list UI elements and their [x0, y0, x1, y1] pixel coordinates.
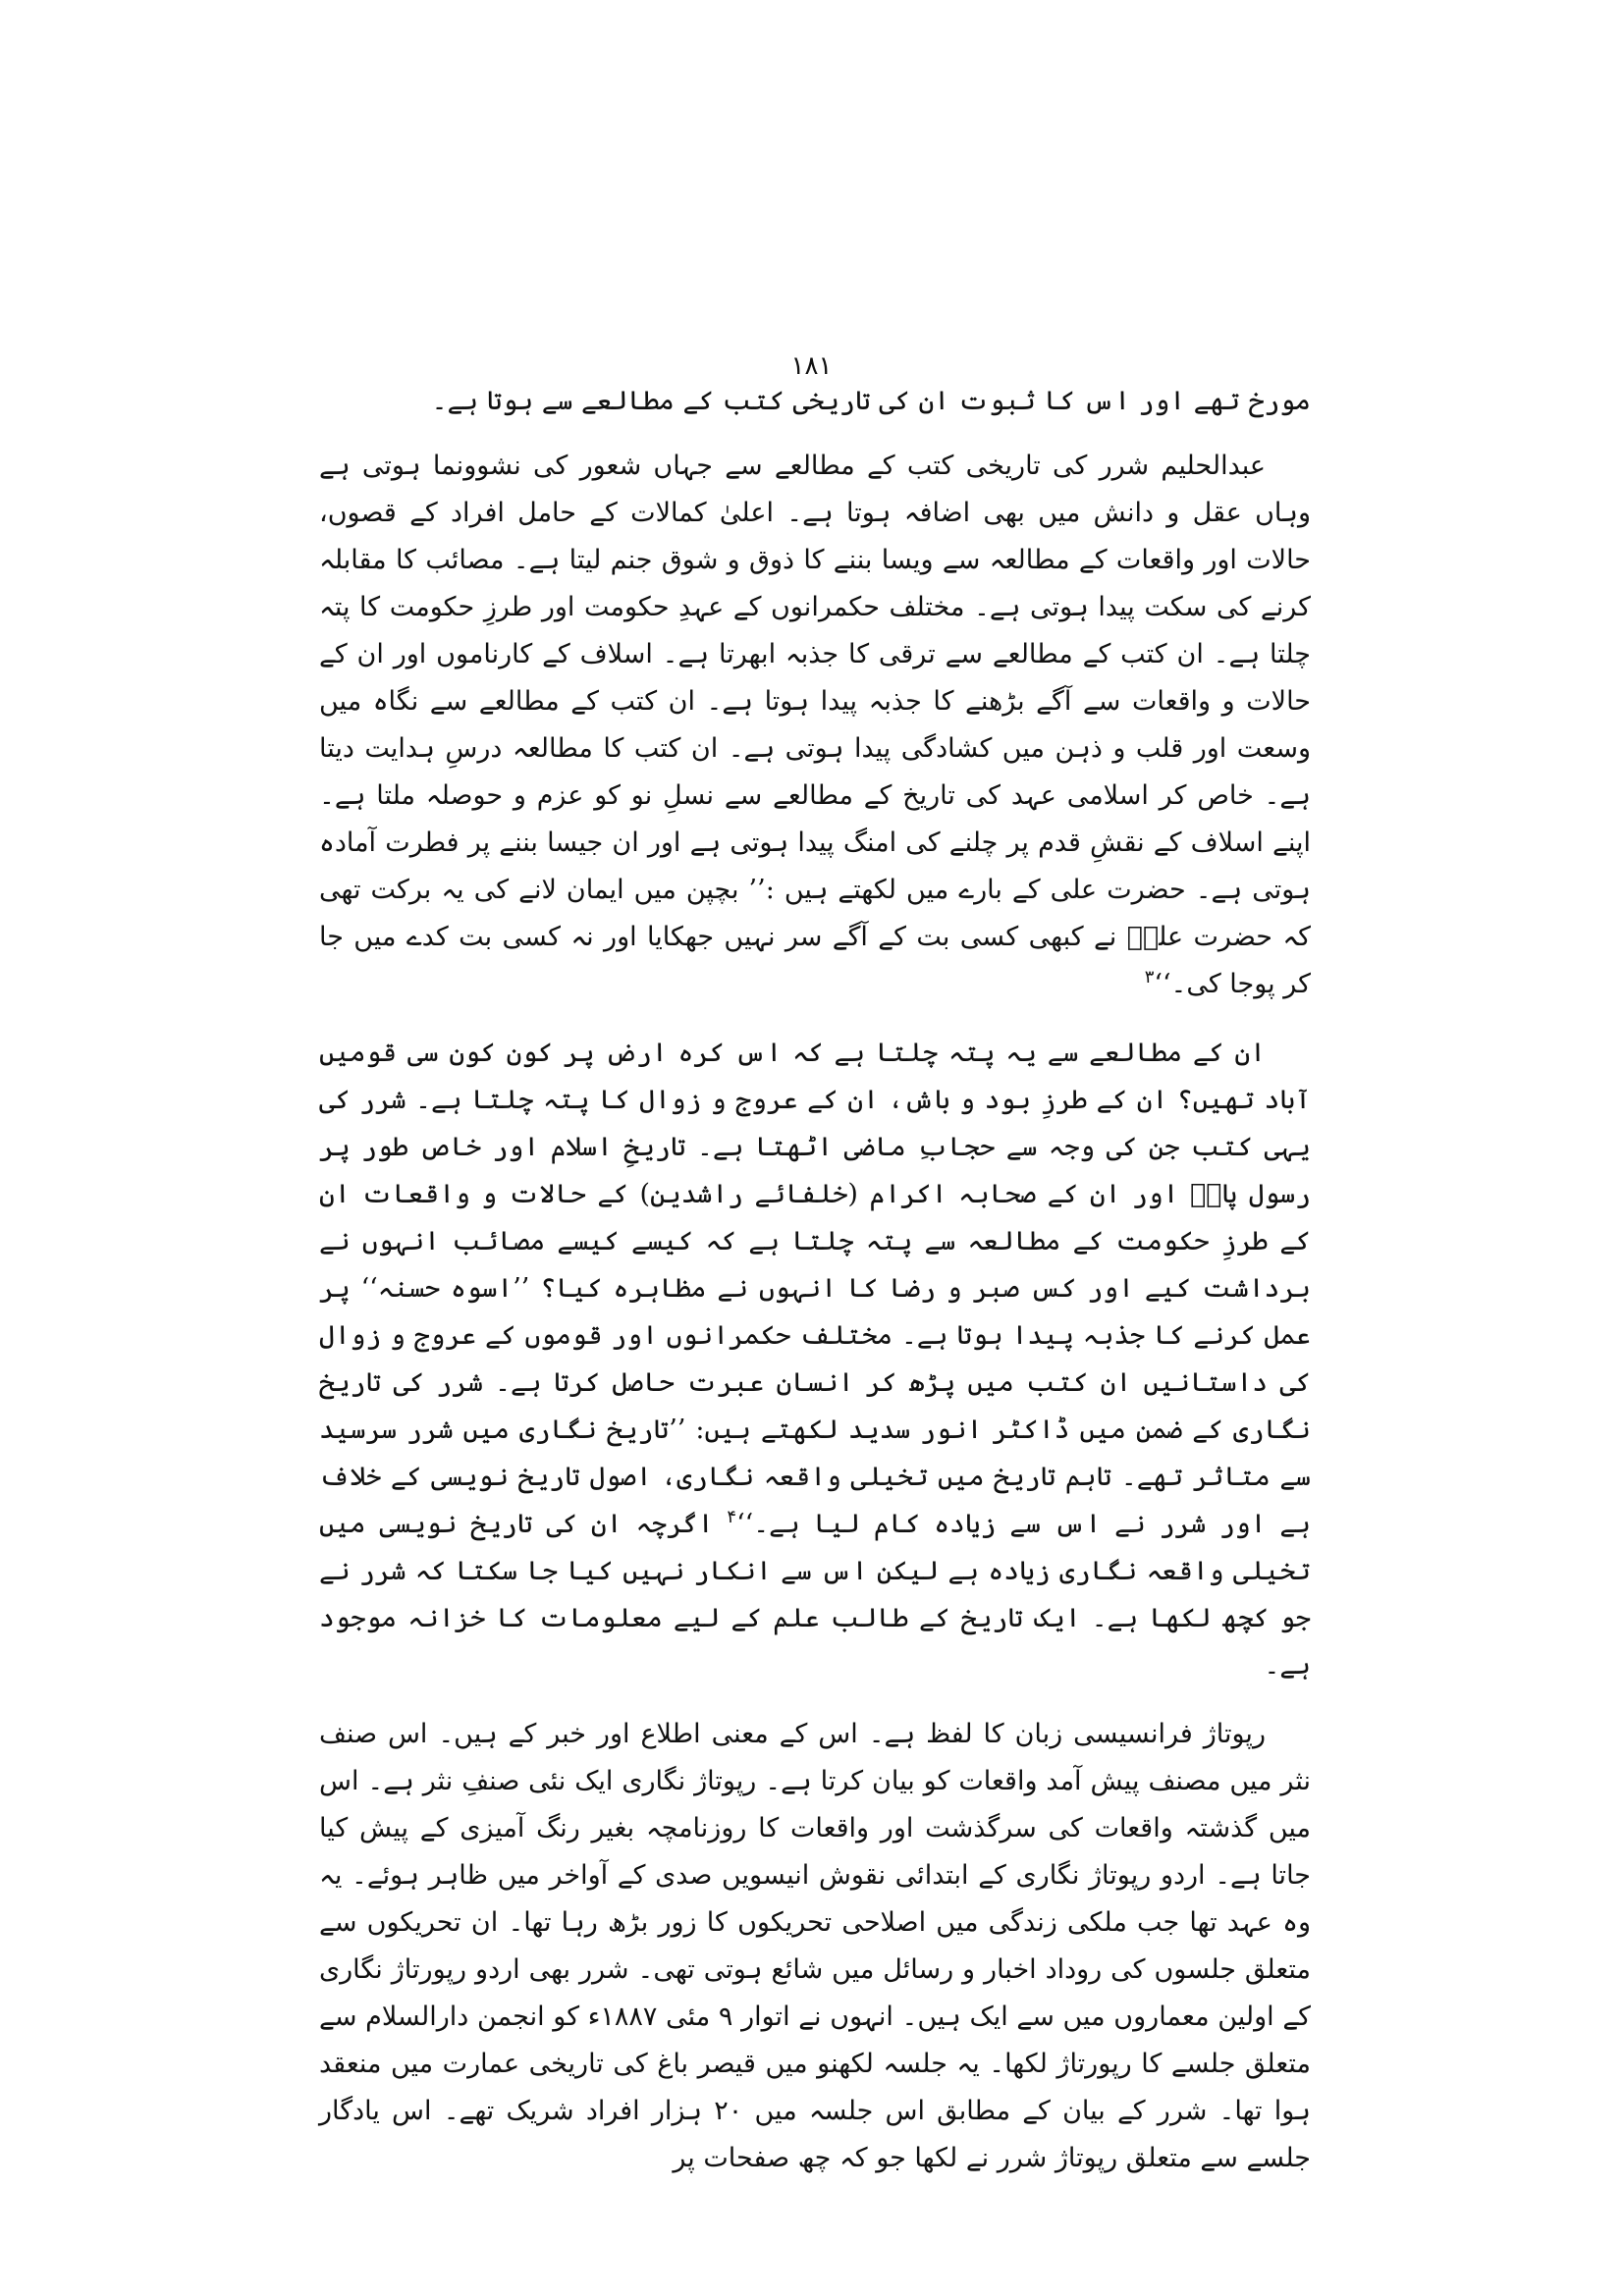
paragraph-study-benefits: [319, 1030, 1311, 1689]
paragraph-text: رپوتاژ فرانسیسی زبان کا لفظ ہے۔ اس کے معنی اطلاع اور خبر کے ہیں۔ اس صنف نثر میں مصنف پیش آمد واقعات کو بیان کرتا ہے۔ رپوتاژ نگاری ایک نئی صنفِ نثر ہے۔ اس میں گذشتہ واقعات کی سرگذشت اور واقعات کا روزنامچہ بغیر رنگ آمیزی کے پیش کیا جاتا ہے۔ اردو رپوتاژ نگاری کے ابتدائی نقوش انیسویں صدی کے آواخر میں ظاہر ہوئے۔ یہ وہ عہد تھا جب ملکی زندگی میں اصلاحی تحریکوں کا زور بڑھ رہا تھا۔ ان تحریکوں سے متعلق جلسوں کی روداد اخبار و رسائل میں شائع ہوتی تھی۔ شرر بھی اردو رپورتاژ نگاری کے اولین معماروں میں سے ایک ہیں۔ انہوں نے اتوار ۹ مئی ۱۸۸۷ء کو انجمن دارالسلام سے متعلق جلسے کا رپورتاژ لکھا۔ یہ جلسہ لکھنو میں قیصر باغ کی تاریخی عمارت میں منعقد ہوا تھا۔ شرر کے بیان کے مطابق اس جلسہ میں ۲۰ ہزار افراد شریک تھے۔ اس یادگار جلسے سے متعلق رپوتاژ شرر نے لکھا جو کہ چھ صفحات پر: [319, 1719, 1312, 2173]
page-number: ۱۸۱: [790, 351, 833, 381]
footnote-marker: ۴: [727, 1507, 737, 1527]
paragraph-text: ان کے مطالعے سے یہ پتہ چلتا ہے کہ اس کرہ ارض پر کون کون سی قومیں آباد تھیں؟ ان کے طرزِ بود و باش، ان کے عروج و زوال کا پتہ چلتا ہے۔ شرر کی یہی کتب جن کی وجہ سے حجابِ ماضی اٹھتا ہے۔ تاریخِ اسلام اور خاص طور پر رسول پاکؐ اور ان کے صحابہ اکرام (خلفائے راشدین) کے حالات و واقعات ان کے طرزِ حکومت کے مطالعہ سے پتہ چلتا ہے کہ کیسے کیسے مصائب انہوں نے برداشت کیے اور کس صبر و رضا کا انہوں نے مظاہرہ کیا؟ ’’اسوہ حسنہ‘‘ پر عمل کرنے کا جذبہ پیدا ہوتا ہے۔ مختلف حکمرانوں اور قوموں کے عروج و زوال کی داستانیں ان کتب میں پڑھ کر انسان عبرت حاصل کرتا ہے۔ شرر کی تاریخ نگاری کے ضمن میں ڈاکٹر انور سدید لکھتے ہیں: ’’تاریخ نگاری میں شرر سرسید سے متاثر تھے۔ تاہم تاریخ میں تخیلی واقعہ نگاری، اصول تاریخ نویسی کے خلاف ہے اور شرر نے اس سے زیادہ کام لیا ہے۔‘‘: [319, 1038, 1311, 1539]
paragraph-sharar-history-books: [319, 443, 1311, 1008]
paragraph-reportage: [319, 1711, 1311, 2182]
paragraph-text: عبدالحلیم شرر کی تاریخی کتب کے مطالعے سے جہاں شعور کی نشوونما ہوتی ہے وہاں عقل و دانش میں بھی اضافہ ہوتا ہے۔ اعلیٰ کمالات کے حامل افراد کے قصوں، حالات اور واقعات کے مطالعہ سے ویسا بننے کا ذوق و شوق جنم لیتا ہے۔ مصائب کا مقابلہ کرنے کی سکت پیدا ہوتی ہے۔ مختلف حکمرانوں کے عہدِ حکومت اور طرزِ حکومت کا پتہ چلتا ہے۔ ان کتب کے مطالعے سے ترقی کا جذبہ ابھرتا ہے۔ اسلاف کے کارناموں اور ان کے حالات و واقعات سے آگے بڑھنے کا جذبہ پیدا ہوتا ہے۔ ان کتب کے مطالعے سے نگاہ میں وسعت اور قلب و ذہن میں کشادگی پیدا ہوتی ہے۔ ان کتب کا مطالعہ درسِ ہدایت دیتا ہے۔ خاص کر اسلامی عہد کی تاریخ کے مطالعے سے نسلِ نو کو عزم و حوصلہ ملتا ہے۔ اپنے اسلاف کے نقشِ قدم پر چلنے کی امنگ پیدا ہوتی ہے اور ان جیسا بننے پر فطرت آمادہ ہوتی ہے۔ حضرت علی کے بارے میں لکھتے ہیں :’’ بچپن میں ایمان لانے کی یہ برکت تھی کہ حضرت علیؓ نے کبھی کسی بت کے آگے سر نہیں جھکایا اور نہ کسی بت کدے میں جا کر پوجا کی۔‘‘: [319, 451, 1311, 999]
paragraph-continuation: [319, 378, 1311, 425]
paragraph-text: مورخ تھے اور اس کا ثبوت ان کی تاریخی کتب کے مطالعے سے ہوتا ہے۔: [431, 386, 1311, 416]
footnote-marker: ۳: [1144, 967, 1155, 988]
body-text: [319, 378, 1311, 2204]
paragraph-text-continued: اگرچہ ان کی تاریخ نویسی میں تخیلی واقعہ نگاری زیادہ ہے لیکن اس سے انکار نہیں کیا جا سکتا کہ شرر نے جو کچھ لکھا ہے۔ ایک تاریخ کے طالب علم کے لیے معلومات کا خزانہ موجود ہے۔: [319, 1509, 1311, 1681]
